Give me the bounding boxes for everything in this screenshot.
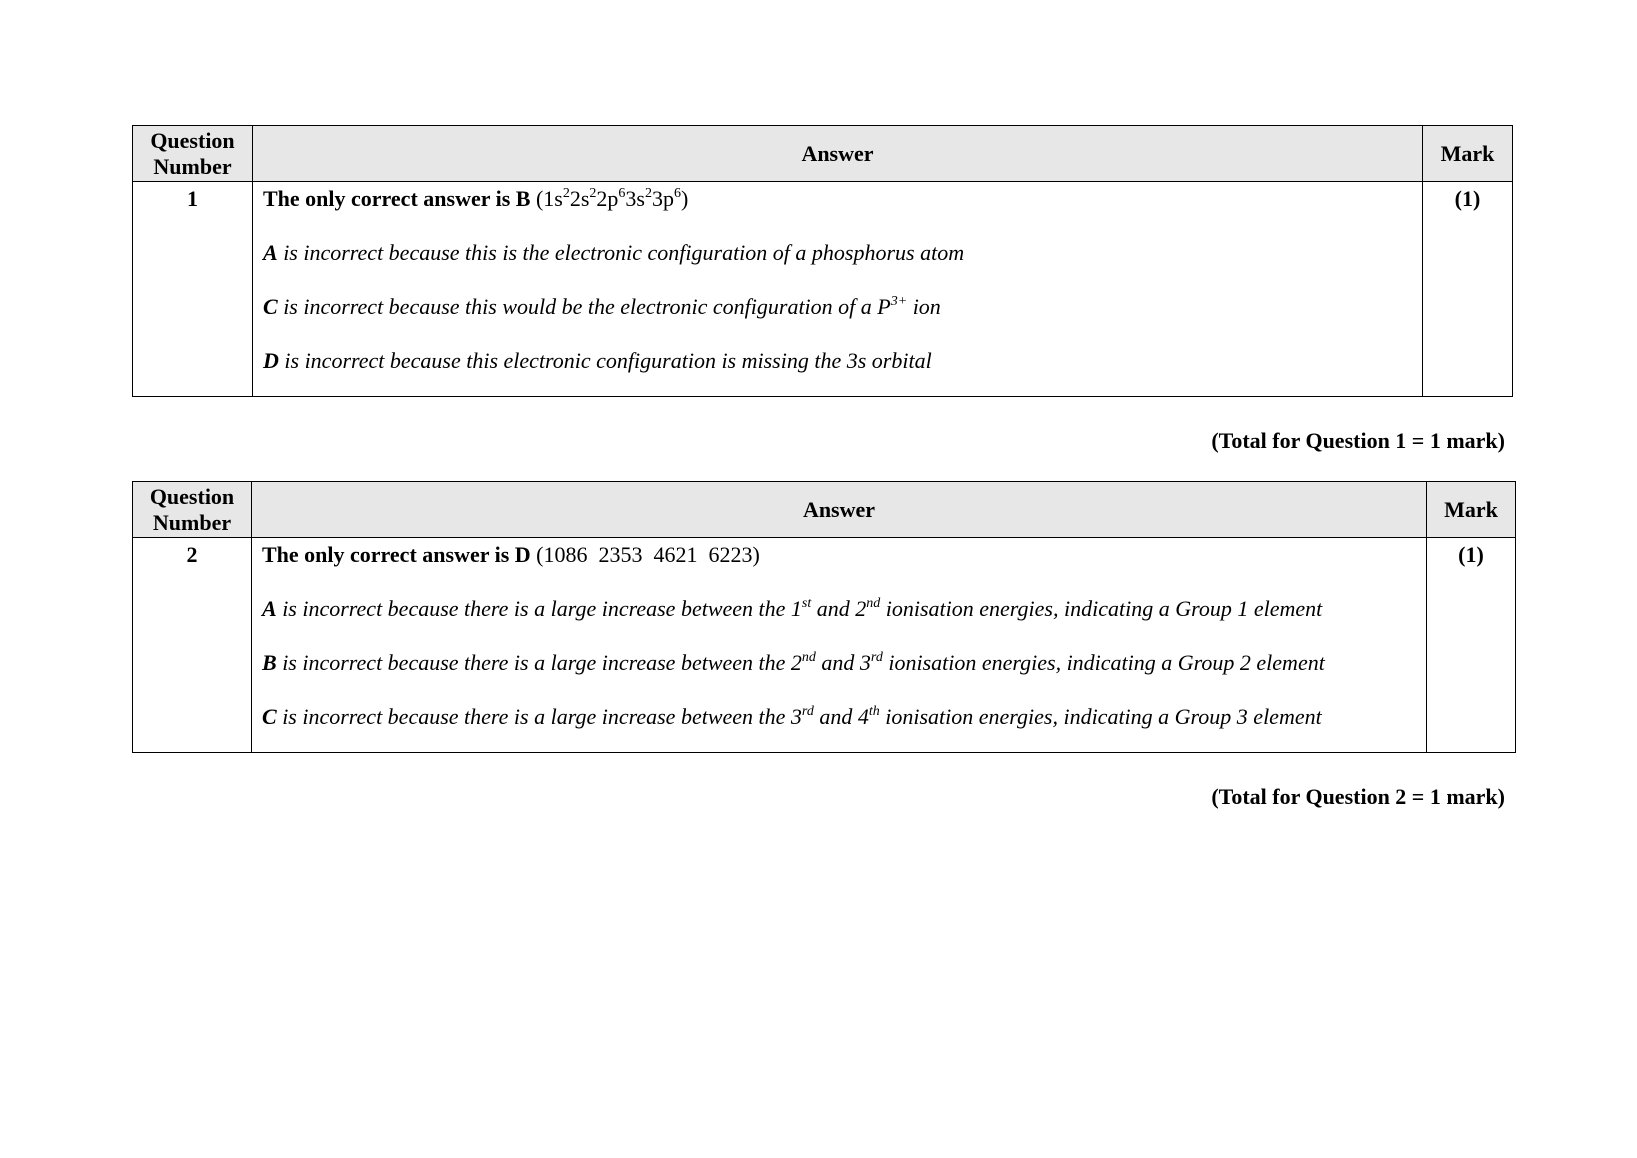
ion-charge-sup: 3+ [890,294,908,309]
reason-text-1: is incorrect because there is a large increase between the 3 [276,704,802,729]
config-sup-3: 6 [618,186,626,201]
question-number: 1 [133,182,253,397]
header-answer: Answer [252,482,1427,538]
mark-scheme-table-q1 [132,125,1513,397]
reason-text: is incorrect because this is the electronic configuration of a phosphorus atom [277,240,965,265]
config-sup-2: 2 [589,186,597,201]
reason-letter: B [262,650,277,675]
reason-text-after: ion [907,294,941,319]
ordinal-sup-1: st [801,596,812,611]
header-question-number-line2: Number [152,509,232,535]
table-header-row [133,482,1516,538]
correct-answer-line [263,186,1412,212]
correct-answer-lead: The only correct answer is D [262,542,531,567]
ordinal-sup-2: nd [866,596,881,611]
correct-answer-lead: The only correct answer is B [263,186,531,211]
header-question-number [133,126,253,182]
reason-line [263,240,1412,266]
config-term-4: 3s [625,186,645,211]
config-term-3: 2p [596,186,619,211]
config-term-5: 3p [651,186,674,211]
answer-cell [252,538,1427,753]
reason-text-3: ionisation energies, indicating a Group 1 element [880,596,1323,621]
question-total: (Total for Question 2 = 1 mark) [1211,784,1505,809]
config-term-2: 2s [569,186,590,211]
reason-letter: D [263,348,279,373]
reason-text-2: and 4 [813,704,869,729]
ordinal-sup-2: th [868,704,880,719]
table-row [133,538,1516,753]
reason-text: is incorrect because this electronic configuration is missing the 3s orbital [278,348,932,373]
question-total: (Total for Question 1 = 1 mark) [1211,428,1505,453]
config-prefix: (1s [530,186,563,211]
ordinal-sup-1: nd [801,650,816,665]
header-mark: Mark [1427,482,1516,538]
config-sup-5: 6 [673,186,681,201]
reason-letter: C [262,704,277,729]
correct-answer-detail: (1086 2353 4621 6223) [530,542,760,567]
reason-text-3: ionisation energies, indicating a Group 3 element [879,704,1322,729]
reason-text-3: ionisation energies, indicating a Group 2 element [882,650,1325,675]
header-answer: Answer [253,126,1423,182]
header-question-number-line1: Question [149,483,235,509]
reason-text-2: and 2 [811,596,867,621]
ordinal-sup-1: rd [801,704,814,719]
header-mark: Mark [1423,126,1513,182]
reason-letter: A [262,596,277,621]
reason-line [262,704,1416,730]
reason-text-1: is incorrect because there is a large increase between the 2 [276,650,802,675]
reason-letter: A [263,240,278,265]
header-question-number-line2: Number [153,153,232,179]
reason-line [262,596,1416,622]
config-sup-4: 2 [644,186,652,201]
question-number: 2 [133,538,252,753]
reason-letter: C [263,294,278,319]
table-row [133,182,1513,397]
reason-text-1: is incorrect because there is a large increase between the 1 [276,596,802,621]
config-suffix: ) [680,186,689,211]
header-question-number [133,482,252,538]
mark-value: (1) [1427,538,1516,753]
reason-text-2: and 3 [815,650,871,675]
reason-text: is incorrect because this would be the electronic configuration of a P [277,294,891,319]
reason-line [263,294,1412,320]
answer-cell [253,182,1423,397]
correct-answer-line [262,542,1416,568]
header-question-number-line1: Question [150,127,235,153]
mark-scheme-table-q2 [132,481,1516,753]
mark-value: (1) [1423,182,1513,397]
reason-line [263,348,1412,374]
ordinal-sup-2: rd [870,650,883,665]
config-sup-1: 2 [562,186,570,201]
reason-line [262,650,1416,676]
table-header-row [133,126,1513,182]
